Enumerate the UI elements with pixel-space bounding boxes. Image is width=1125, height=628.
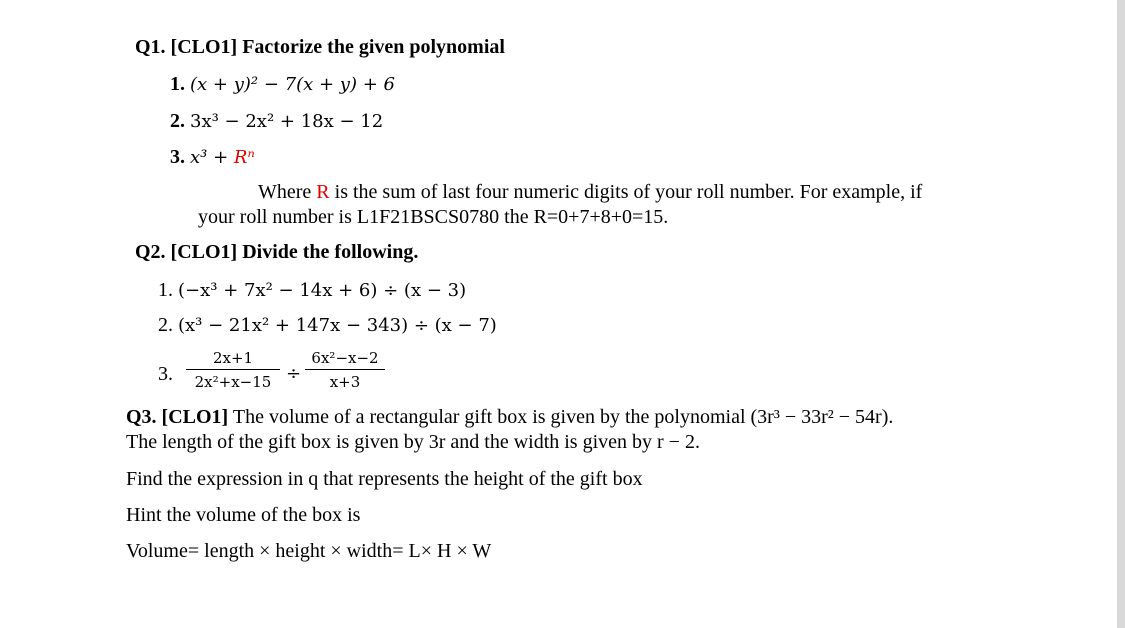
page-edge [1117,0,1125,628]
q3-line-3: Find the expression in q that represents the height of the gift box [126,468,643,490]
q1-note-r: R [316,181,330,203]
q1-item-1 [170,72,395,97]
q3-line-2: The length of the gift box is given by 3r and the width is given by r − 2. [126,431,700,453]
q1-note-text-a: Where [258,181,317,203]
q2-item-1-expression: (−x³ + 7x² − 14x + 6) ÷ (x − 3) [178,280,467,301]
q1-item-3 [170,145,255,170]
fraction-1-numerator: 2x+1 [212,349,254,367]
q2-item-2-number: 2. [158,314,173,336]
q2-item-3-fraction-1 [186,349,280,391]
q3-heading: Q3. [CLO1] [126,406,229,428]
q1-item-2-expression: 3x³ − 2x² + 18x − 12 [190,111,384,132]
q2-item-2 [158,313,497,338]
fraction-2-numerator: 6x²−x−2 [311,349,379,367]
q3-line-1 [126,405,893,429]
q2-item-1-number: 1. [158,279,173,301]
q1-item-3-number: 3. [170,146,185,168]
q3-line-5: Volume= length × height × width= L× H × W [126,540,492,562]
q3-line-4: Hint the volume of the box is [126,504,361,526]
q1-heading: Q1. [CLO1] Factorize the given polynomial [135,36,505,58]
q1-note-line-2: your roll number is L1F21BSCS0780 the R=0+7+8+0=15. [198,206,669,228]
q1-item-1-number: 1. [170,73,185,95]
q1-item-3-expression-a: x³ + [190,147,234,168]
fraction-2-denominator: x+3 [329,373,361,391]
q1-note-line-1 [258,180,922,204]
q1-item-1-expression: (x + y)² − 7(x + y) + 6 [190,74,395,95]
q2-item-1 [158,278,466,303]
q3-line-1-text: The volume of a rectangular gift box is given by the polynomial (3r³ − 33r² − 54r). [228,406,894,428]
q1-item-3-expression-r: Rⁿ [233,147,255,168]
q2-heading: Q2. [CLO1] Divide the following. [135,241,419,263]
q2-item-2-expression: (x³ − 21x² + 147x − 343) ÷ (x − 7) [178,315,497,336]
q1-note-text-b: is the sum of last four numeric digits of your roll number. For example, if [329,181,923,203]
q1-item-2-number: 2. [170,110,185,132]
q2-item-3-number: 3. [158,363,173,385]
q2-item-3-divide-sign: ÷ [286,363,302,384]
q1-item-2 [170,109,383,134]
fraction-1-denominator: 2x²+x−15 [194,373,272,391]
q2-item-3-fraction-2 [305,349,385,391]
